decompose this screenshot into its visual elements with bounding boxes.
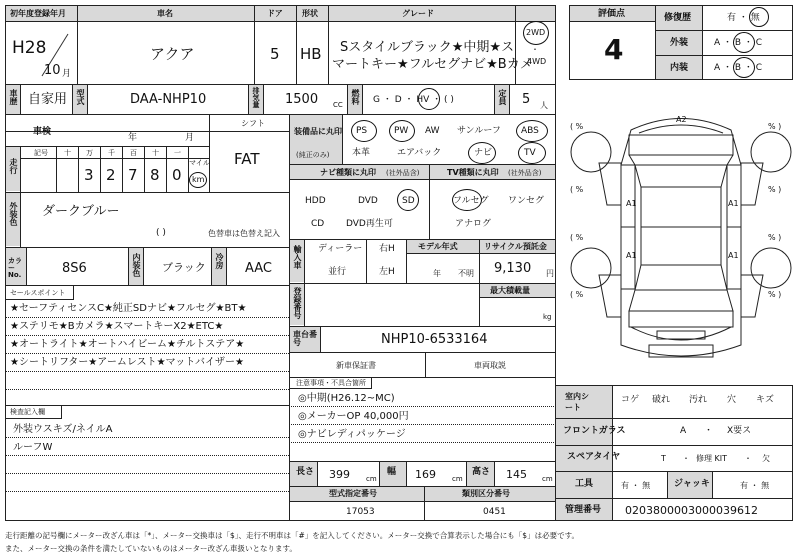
spare-dot-1: ・: [682, 454, 690, 463]
equipment-item: サンルーフ: [457, 126, 501, 136]
use-value: 自家用: [28, 92, 68, 107]
equipment-item: PS: [356, 126, 368, 136]
mileage-kigo: 記号: [34, 149, 48, 157]
fuel-hv-circle: [418, 88, 440, 110]
color-no-label: カラーNo.: [8, 257, 22, 279]
mileage-unit-label: 十: [64, 149, 71, 157]
recycle-label: リサイクル預託金: [484, 242, 547, 251]
interior-label: 内装: [670, 63, 689, 73]
interior-color-label: 内装色: [132, 253, 141, 277]
equipment-item: ナビ: [474, 148, 493, 158]
repair-label: 修復歴: [664, 13, 692, 23]
first-reg-label: 初年度登録年月: [10, 9, 66, 18]
inspector-line-2: ルーフW: [13, 442, 53, 453]
equipment-item: エアバック: [397, 148, 442, 158]
height-unit: cm: [542, 475, 553, 483]
class-no-value: 0451: [483, 507, 506, 517]
sales-line-3: ★オートライト★オートハイビーム★チルトステア★: [10, 339, 245, 350]
import-dealer: ディーラー: [318, 244, 363, 254]
equipment-label-2: (純正のみ): [296, 151, 330, 159]
spare-label: スペアタイヤ: [567, 452, 621, 462]
shift-label: シフト: [241, 119, 265, 128]
repair-options: 有 ・ 無: [727, 13, 760, 23]
auction-sheet-main: [5, 5, 556, 521]
notes-line-1: ◎中期(H26.12~MC): [298, 393, 395, 404]
spare-none: 欠: [762, 454, 770, 463]
seat-condition-item: 汚れ: [689, 395, 708, 405]
tire-pct-left-2: ( %: [570, 185, 584, 194]
cc-unit: CC: [333, 101, 343, 109]
manual-label: 車両取説: [474, 361, 506, 370]
spare-t: T: [661, 454, 666, 463]
sales-line-1: ★セーフティセンスC★純正SDナビ★フルセグ★BT★: [10, 303, 247, 314]
tools-label: 工具: [575, 479, 594, 489]
drive-dot: ・: [531, 45, 539, 54]
notes-line-3: ◎ナビレディパッケージ: [298, 429, 406, 440]
drive-4wd: 4WD: [527, 57, 547, 66]
grade-label: グレード: [402, 9, 434, 18]
jack-options: 有 ・ 無: [740, 481, 770, 490]
import-parallel: 並行: [328, 267, 347, 277]
spare-dot-2: ・: [744, 454, 752, 463]
damage-label-right-rear: A1: [728, 251, 739, 260]
seat-condition-item: 破れ: [652, 395, 671, 405]
mgmt-number: 0203800003000039612: [625, 504, 758, 517]
color-label: 外装色: [9, 202, 18, 226]
color-no-value: 8S6: [62, 261, 87, 276]
seat-condition-item: キズ: [756, 395, 774, 405]
mileage-unit-label: 十: [152, 149, 159, 157]
nav-sub: (社外品含): [386, 169, 420, 177]
mileage-unit-label: 百: [130, 149, 137, 157]
spare-kit: 修理 KIT: [696, 454, 728, 463]
length-value: 399: [329, 468, 350, 481]
model-label: 型式: [76, 89, 85, 105]
model-year-year: 年: [433, 269, 441, 278]
type-no-label: 型式指定番号: [329, 489, 377, 498]
fuel-label: 燃料: [351, 89, 360, 105]
tire-pct-right-2: % ): [768, 185, 782, 194]
shaken-month: 月: [185, 133, 195, 143]
height-value: 145: [506, 468, 527, 481]
doors-value: 5: [270, 45, 280, 63]
reg-no-label: 登録番号: [293, 287, 302, 319]
shape-value: HB: [300, 45, 322, 63]
model-year-unknown: 不明: [458, 269, 474, 278]
import-label: 輸入車: [293, 245, 302, 269]
doors-label: ドア: [267, 9, 283, 18]
width-value: 169: [415, 468, 436, 481]
sales-line-2: ★ステリモ★Bカメラ★スマートキーX2★ETC★: [10, 321, 224, 332]
first-reg-month-unit: 月: [62, 69, 72, 79]
length-label: 長さ: [296, 467, 315, 477]
mileage-digit: 3: [84, 166, 94, 184]
seat-condition-item: コゲ: [621, 395, 640, 405]
recycle-yen: 円: [546, 269, 554, 278]
fuel-options: G ・ D ・ HV ・ ( ): [373, 95, 454, 105]
color-paren: ( ): [156, 228, 166, 238]
class-no-label: 類別区分番号: [462, 489, 510, 498]
tv-analog: アナログ: [455, 219, 492, 229]
shift-value: FAT: [234, 150, 260, 168]
model-year-label: モデル年式: [418, 242, 458, 251]
interior-color-value: ブラック: [162, 261, 206, 274]
glass-label: フロントガラス: [563, 426, 626, 436]
km-label: km: [192, 175, 205, 184]
grade-line-1: Sスタイルブラック★中期★ス: [340, 40, 515, 55]
import-right-h: 右H: [379, 244, 395, 254]
notes-title: 注意事項・不具合箇所: [296, 379, 366, 387]
notes-line-2: ◎メーカーOP 40,000円: [298, 411, 409, 422]
jack-label: ジャッキ: [674, 479, 710, 489]
width-unit: cm: [452, 475, 463, 483]
first-reg-era: H28: [12, 38, 47, 58]
grade-line-2: マートキー★フルセグナビ★Bカメ: [332, 57, 533, 72]
equipment-item: ABS: [521, 126, 539, 136]
sales-line-4: ★シートリフター★アームレスト★マットバイザー★: [10, 357, 244, 368]
inspector-title: 検査記入欄: [10, 408, 45, 416]
tv-fullseg: フルセグ: [453, 196, 489, 206]
seat-label: 室内シート: [565, 392, 589, 413]
equipment-label: 装備品に丸印: [294, 127, 342, 136]
displacement-value: 1500: [285, 92, 319, 107]
type-no-value: 17053: [346, 507, 375, 517]
score-label: 評価点: [598, 9, 626, 19]
glass-dot: ・: [704, 426, 714, 436]
tv-title: TV種類に丸印: [447, 168, 499, 177]
tire-pct-left-1: ( %: [570, 122, 584, 131]
inspector-line-1: 外装ウスキズ/ネイルA: [13, 424, 113, 435]
mileage-unit-label: 千: [108, 149, 115, 157]
footer-line-2: また、メーター交換の条件を満たしていないものはメーター改ざん車扱いとなります。: [5, 544, 297, 553]
exterior-b-circle: [733, 32, 755, 53]
first-reg-month: 10: [44, 63, 61, 78]
damage-label-left-rear: A1: [626, 251, 637, 260]
mileage-digit: 2: [106, 166, 116, 184]
tire-pct-right-4: % ): [768, 290, 782, 299]
mile-label: マイル: [189, 159, 210, 167]
car-name: アクア: [150, 45, 195, 63]
nav-dvd-play: DVD再生可: [346, 219, 393, 229]
mileage-label: 走行: [9, 158, 18, 174]
equipment-item: TV: [524, 148, 536, 158]
damage-label-right-front: A1: [728, 199, 739, 208]
tools-options: 有 ・ 無: [621, 481, 651, 490]
tv-sub: (社外品含): [508, 169, 542, 177]
ac-value: AAC: [245, 261, 272, 276]
damage-label-left-front: A1: [626, 199, 637, 208]
glass-a: A: [680, 426, 687, 436]
mileage-digit: 8: [150, 166, 160, 184]
ac-label: 冷房: [215, 253, 224, 269]
mileage-digit: 7: [128, 166, 138, 184]
nav-title: ナビ種類に丸印: [320, 168, 376, 177]
model-value: DAA-NHP10: [130, 92, 207, 107]
warranty-label: 新車保証書: [336, 361, 376, 370]
shape-label: 形状: [302, 9, 318, 18]
equipment-item: PW: [394, 126, 409, 136]
sales-title: セールスポイント: [10, 289, 66, 297]
repair-none-circle: [749, 7, 769, 27]
capacity-value: 5: [522, 92, 531, 107]
mileage-unit-label: 万: [86, 149, 93, 157]
displacement-label: 排気量: [252, 87, 260, 108]
length-unit: cm: [366, 475, 377, 483]
exterior-options: A ・ B ・ C: [714, 38, 763, 48]
drive-2wd: 2WD: [526, 28, 546, 37]
equipment-item: AW: [425, 126, 440, 136]
max-load-label: 最大積載量: [490, 286, 530, 295]
tire-pct-left-4: ( %: [570, 290, 584, 299]
shaken-year: 年: [128, 133, 138, 143]
color-note: 色替車は色替え記入: [208, 229, 280, 238]
tire-pct-left-3: ( %: [570, 233, 584, 242]
capacity-unit: 人: [540, 101, 548, 110]
seat-condition-item: 穴: [727, 395, 737, 405]
mgmt-label: 管理番号: [565, 505, 602, 515]
import-left-h: 左H: [379, 267, 395, 277]
damage-label-top: A2: [676, 115, 687, 124]
capacity-label: 定員: [498, 89, 507, 105]
nav-cd: CD: [311, 219, 325, 229]
mileage-digit: 0: [172, 166, 182, 184]
tire-pct-right-3: % ): [768, 233, 782, 242]
tire-pct-right-1: % ): [768, 122, 782, 131]
mileage-unit-label: 一: [174, 149, 181, 157]
interior-b-circle: [733, 57, 755, 78]
tv-oneseg: ワンセグ: [508, 196, 545, 206]
width-label: 幅: [387, 467, 397, 477]
footer-line-1: 走行距離の記号欄にメーター改ざん車は「*」、メーター交換車は「$」、走行不明車は「#」を記入してください。メーター交換で合算表示した場合にも「$」は必要です。: [5, 531, 579, 540]
score-value: 4: [604, 33, 624, 66]
nav-dvd: DVD: [358, 196, 378, 206]
use-label: 車歴: [9, 89, 18, 105]
glass-x: X要ス: [727, 426, 752, 436]
nav-hdd: HDD: [305, 196, 326, 206]
equipment-item: 本革: [352, 148, 371, 158]
color-value: ダークブルー: [42, 204, 120, 219]
car-damage-diagram: [569, 105, 793, 375]
max-load-unit: kg: [543, 313, 552, 321]
chassis-label: 車台番号: [293, 330, 317, 347]
nav-sd: SD: [402, 196, 415, 206]
chassis-value: NHP10-6533164: [381, 332, 488, 347]
height-label: 高さ: [472, 467, 491, 477]
exterior-label: 外装: [670, 38, 689, 48]
interior-options: A ・ B ・ C: [714, 63, 763, 73]
shaken-label: 車検: [33, 127, 52, 137]
recycle-value: 9,130: [494, 261, 532, 276]
car-name-label: 車名: [157, 9, 173, 18]
